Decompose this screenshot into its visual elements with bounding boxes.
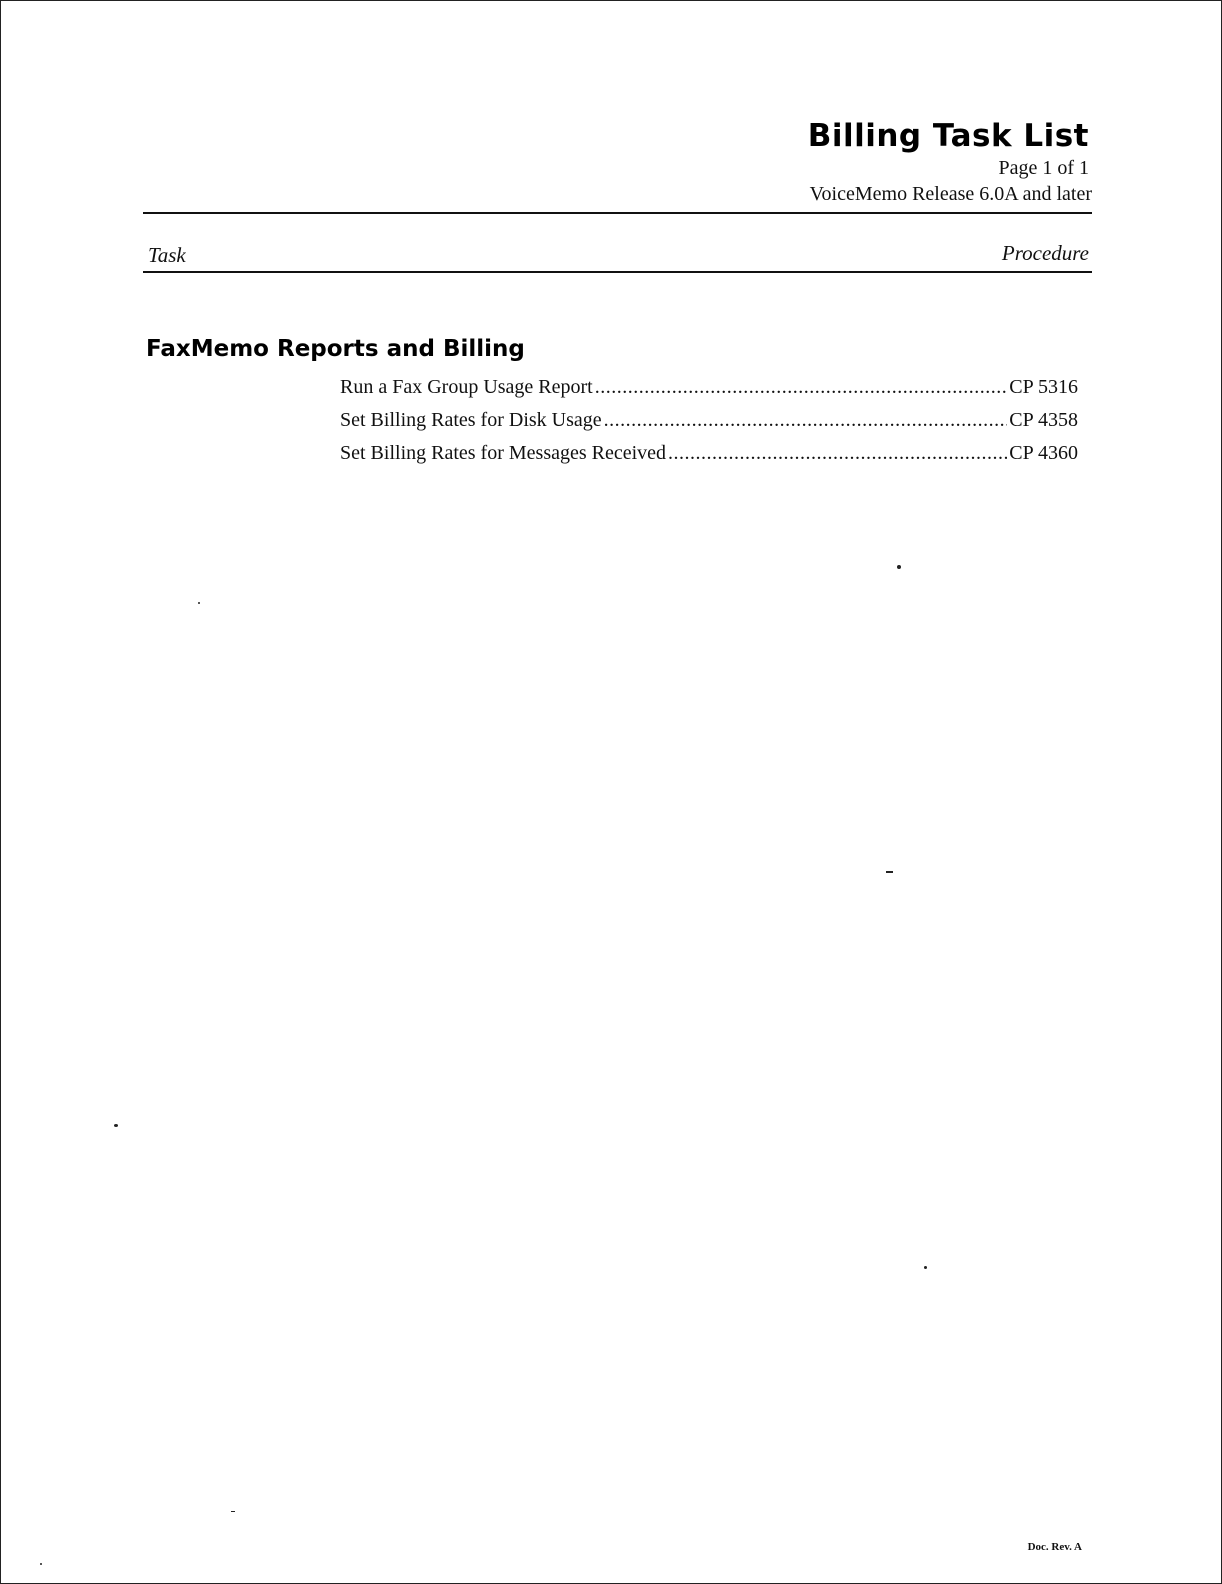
task-list bbox=[340, 376, 1078, 475]
dot-leader bbox=[604, 409, 1008, 432]
column-header-rule bbox=[143, 271, 1092, 273]
scan-speck bbox=[886, 871, 893, 873]
task-label: Set Billing Rates for Messages Received bbox=[340, 442, 667, 464]
procedure-code: CP 4358 bbox=[1009, 409, 1078, 431]
page-number: Page 1 of 1 bbox=[998, 157, 1089, 179]
scan-speck bbox=[924, 1266, 927, 1269]
doc-revision: Doc. Rev. A bbox=[1027, 1541, 1082, 1553]
task-row bbox=[340, 442, 1078, 475]
page-title: Billing Task List bbox=[807, 118, 1089, 154]
scan-speck bbox=[40, 1563, 42, 1565]
header-rule bbox=[143, 212, 1092, 214]
task-label: Set Billing Rates for Disk Usage bbox=[340, 409, 602, 431]
release-note: VoiceMemo Release 6.0A and later bbox=[809, 183, 1092, 205]
procedure-code: CP 5316 bbox=[1009, 376, 1078, 398]
section-heading: FaxMemo Reports and Billing bbox=[146, 336, 525, 362]
scan-speck bbox=[897, 565, 901, 569]
scan-speck bbox=[198, 602, 200, 604]
procedure-code: CP 4360 bbox=[1009, 442, 1078, 464]
task-label: Run a Fax Group Usage Report bbox=[340, 376, 593, 398]
scan-speck bbox=[231, 1511, 235, 1512]
scan-speck bbox=[114, 1124, 118, 1127]
dot-leader bbox=[668, 442, 1007, 465]
task-row bbox=[340, 376, 1078, 409]
dot-leader bbox=[595, 376, 1008, 399]
task-row bbox=[340, 409, 1078, 442]
column-header-task: Task bbox=[148, 243, 186, 267]
column-header-procedure: Procedure bbox=[1001, 241, 1089, 265]
